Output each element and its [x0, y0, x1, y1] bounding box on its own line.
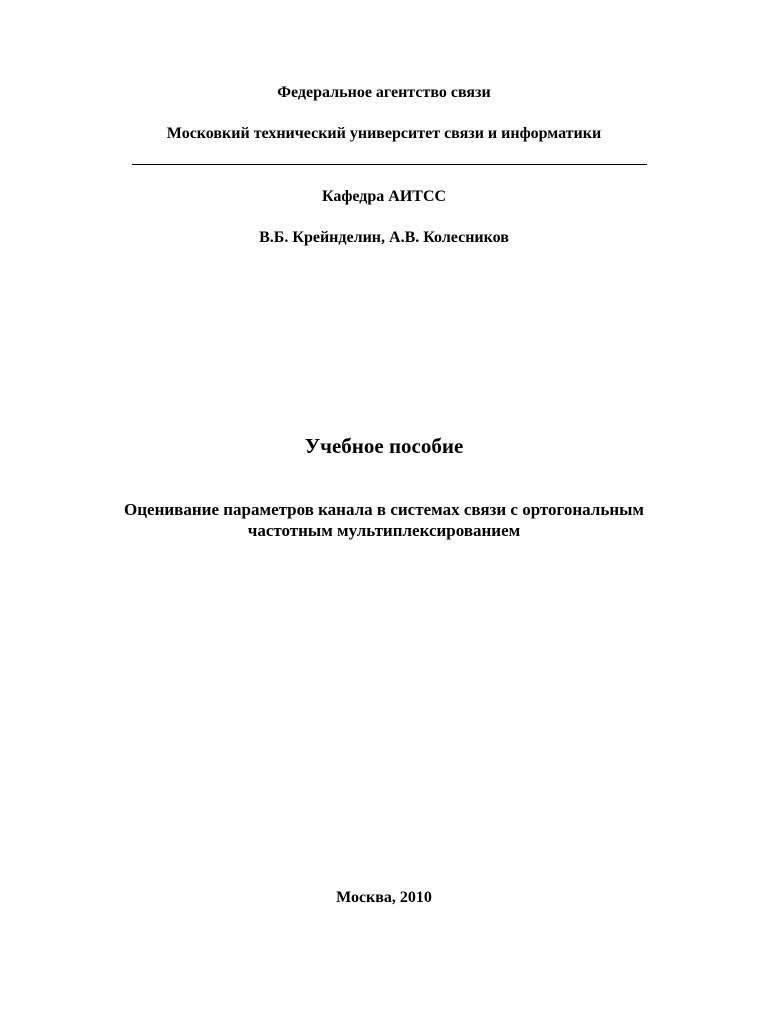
- place-year: Москва, 2010: [336, 889, 432, 906]
- agency-heading: Федеральное агентство связи: [277, 84, 491, 101]
- title-line-1: Оценивание параметров канала в системах связи с ортогональным: [124, 500, 644, 519]
- authors: В.Б. Крейнделин, А.В. Колесников: [259, 229, 509, 246]
- document-type: Учебное пособие: [304, 434, 464, 458]
- title-line-2: частотным мультиплексированием: [247, 521, 521, 540]
- horizontal-rule: [132, 164, 647, 165]
- department-name: Кафедра АИТСС: [321, 188, 447, 205]
- university-heading: Московкий технический университет связи и информатики: [166, 125, 602, 142]
